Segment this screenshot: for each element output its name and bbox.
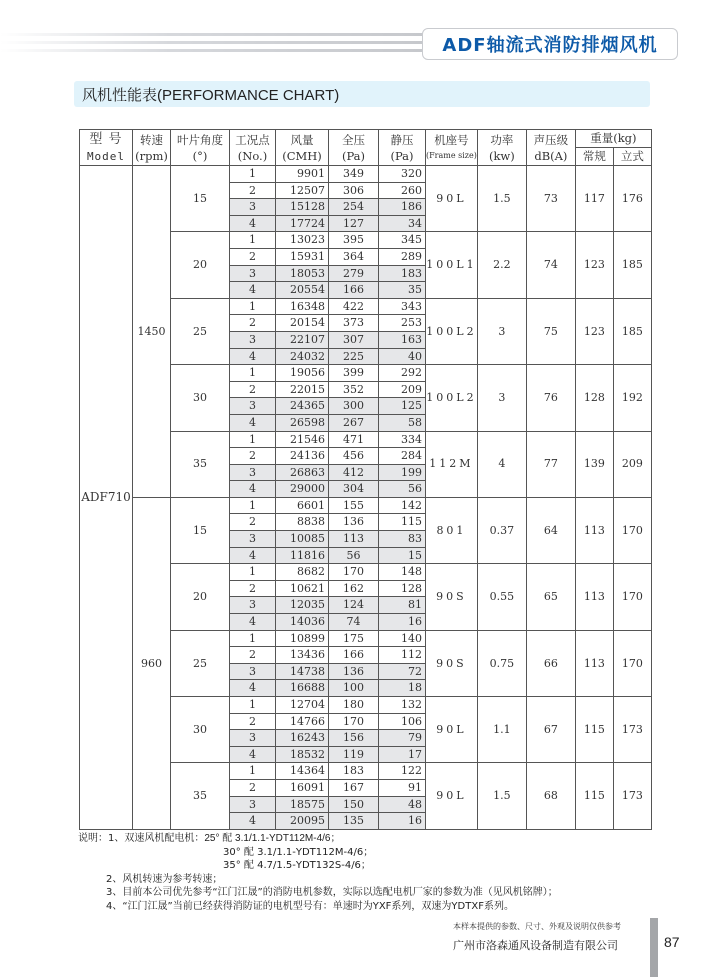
airflow-cell: 10085 [276, 531, 329, 548]
operating-point-cell: 4 [230, 746, 276, 763]
static-pressure-cell: 186 [379, 199, 426, 216]
airflow-cell: 8838 [276, 514, 329, 531]
static-pressure-cell: 183 [379, 265, 426, 282]
table-row [80, 166, 652, 183]
airflow-cell: 15128 [276, 199, 329, 216]
static-pressure-cell: 16 [379, 813, 426, 830]
blade-angle-cell: 30 [171, 697, 230, 763]
total-pressure-cell: 307 [329, 331, 379, 348]
weight-vertical-cell: 170 [613, 630, 651, 696]
static-pressure-cell: 260 [379, 182, 426, 199]
operating-point-cell: 1 [230, 365, 276, 382]
weight-vertical-cell: 170 [613, 564, 651, 630]
operating-point-cell: 1 [230, 298, 276, 315]
frame-size-cell: 90L [426, 697, 478, 763]
header-noise: 声压级 dB(A) [526, 130, 575, 166]
total-pressure-cell: 352 [329, 381, 379, 398]
airflow-cell: 9901 [276, 166, 329, 183]
operating-point-cell: 2 [230, 514, 276, 531]
airflow-cell: 26598 [276, 414, 329, 431]
operating-point-cell: 2 [230, 381, 276, 398]
total-pressure-cell: 74 [329, 614, 379, 631]
noise-cell: 73 [526, 166, 575, 232]
airflow-cell: 16348 [276, 298, 329, 315]
power-cell: 4 [477, 431, 526, 497]
weight-vertical-cell: 185 [613, 298, 651, 364]
operating-point-cell: 3 [230, 663, 276, 680]
noise-cell: 74 [526, 232, 575, 298]
airflow-cell: 12704 [276, 697, 329, 714]
frame-size-cell: 112M [426, 431, 478, 497]
total-pressure-cell: 395 [329, 232, 379, 249]
header-blade-angle: 叶片角度 (°) [171, 130, 230, 166]
total-pressure-cell: 304 [329, 481, 379, 498]
noise-cell: 68 [526, 763, 575, 829]
airflow-cell: 18053 [276, 265, 329, 282]
blade-angle-cell: 20 [171, 232, 230, 298]
operating-point-cell: 2 [230, 779, 276, 796]
total-pressure-cell: 156 [329, 730, 379, 747]
static-pressure-cell: 163 [379, 331, 426, 348]
blade-angle-cell: 20 [171, 564, 230, 630]
note-1-line-2: 30° 配 3.1/1.1-YDT112M-4/6； [223, 846, 374, 858]
static-pressure-cell: 334 [379, 431, 426, 448]
static-pressure-cell: 40 [379, 348, 426, 365]
header-power: 功率 (kw) [477, 130, 526, 166]
airflow-cell: 21546 [276, 431, 329, 448]
weight-vertical-cell: 173 [613, 697, 651, 763]
rpm-cell: 960 [133, 497, 171, 829]
weight-regular-cell: 128 [575, 365, 613, 431]
total-pressure-cell: 119 [329, 746, 379, 763]
noise-cell: 77 [526, 431, 575, 497]
blade-angle-cell: 30 [171, 365, 230, 431]
static-pressure-cell: 83 [379, 531, 426, 548]
airflow-cell: 6601 [276, 497, 329, 514]
total-pressure-cell: 127 [329, 215, 379, 232]
blade-angle-cell: 35 [171, 431, 230, 497]
operating-point-cell: 1 [230, 166, 276, 183]
power-cell: 1.5 [477, 763, 526, 829]
frame-size-cell: 100L2 [426, 298, 478, 364]
header-rpm: 转速 (rpm) [133, 130, 171, 166]
airflow-cell: 13023 [276, 232, 329, 249]
total-pressure-cell: 162 [329, 580, 379, 597]
static-pressure-cell: 284 [379, 448, 426, 465]
total-pressure-cell: 56 [329, 547, 379, 564]
blade-angle-cell: 15 [171, 166, 230, 232]
frame-size-cell: 90S [426, 564, 478, 630]
airflow-cell: 12035 [276, 597, 329, 614]
weight-vertical-cell: 176 [613, 166, 651, 232]
noise-cell: 67 [526, 697, 575, 763]
weight-regular-cell: 117 [575, 166, 613, 232]
static-pressure-cell: 209 [379, 381, 426, 398]
weight-vertical-cell: 173 [613, 763, 651, 829]
operating-point-cell: 3 [230, 398, 276, 415]
power-cell: 2.2 [477, 232, 526, 298]
total-pressure-cell: 254 [329, 199, 379, 216]
total-pressure-cell: 136 [329, 663, 379, 680]
total-pressure-cell: 422 [329, 298, 379, 315]
performance-table-body [80, 166, 652, 830]
power-cell: 3 [477, 365, 526, 431]
static-pressure-cell: 142 [379, 497, 426, 514]
airflow-cell: 16243 [276, 730, 329, 747]
weight-regular-cell: 123 [575, 298, 613, 364]
static-pressure-cell: 81 [379, 597, 426, 614]
total-pressure-cell: 183 [329, 763, 379, 780]
frame-size-cell: 90L [426, 166, 478, 232]
operating-point-cell: 3 [230, 796, 276, 813]
airflow-cell: 24365 [276, 398, 329, 415]
static-pressure-cell: 122 [379, 763, 426, 780]
operating-point-cell: 2 [230, 580, 276, 597]
operating-point-cell: 3 [230, 331, 276, 348]
note-1-line-1: 25° 配 3.1/1.1-YDT112M-4/6； [204, 833, 341, 844]
static-pressure-cell: 34 [379, 215, 426, 232]
noise-cell: 76 [526, 365, 575, 431]
header-weight-vertical: 立式 [613, 148, 651, 166]
static-pressure-cell: 79 [379, 730, 426, 747]
blade-angle-cell: 25 [171, 630, 230, 696]
total-pressure-cell: 364 [329, 248, 379, 265]
operating-point-cell: 2 [230, 448, 276, 465]
operating-point-cell: 3 [230, 531, 276, 548]
operating-point-cell: 3 [230, 597, 276, 614]
power-cell: 0.75 [477, 630, 526, 696]
header-static-pressure: 静压 (Pa) [379, 130, 426, 166]
operating-point-cell: 4 [230, 282, 276, 299]
total-pressure-cell: 155 [329, 497, 379, 514]
total-pressure-cell: 167 [329, 779, 379, 796]
operating-point-cell: 1 [230, 630, 276, 647]
power-cell: 0.55 [477, 564, 526, 630]
frame-size-cell: 801 [426, 497, 478, 563]
operating-point-cell: 2 [230, 647, 276, 664]
airflow-cell: 19056 [276, 365, 329, 382]
power-cell: 1.5 [477, 166, 526, 232]
total-pressure-cell: 170 [329, 713, 379, 730]
static-pressure-cell: 18 [379, 680, 426, 697]
note-4: 4、“江门江晟”当前已经获得消防证的电机型号有：单速时为YXF系列，双速为YDTXF系列。 [106, 900, 514, 912]
airflow-cell: 26863 [276, 464, 329, 481]
blade-angle-cell: 35 [171, 763, 230, 829]
static-pressure-cell: 343 [379, 298, 426, 315]
header-operating-point: 工况点 (No.) [230, 130, 276, 166]
note-1-line-3: 35° 配 4.7/1.5-YDT132S-4/6； [223, 860, 371, 871]
noise-cell: 66 [526, 630, 575, 696]
frame-size-cell: 100L2 [426, 365, 478, 431]
operating-point-cell: 4 [230, 414, 276, 431]
note-2: 2、风机转速为参考转速； [106, 873, 223, 885]
operating-point-cell: 2 [230, 182, 276, 199]
total-pressure-cell: 124 [329, 597, 379, 614]
power-cell: 1.1 [477, 697, 526, 763]
notes-section [78, 832, 678, 913]
header-weight: 重量(kg) [575, 130, 651, 148]
weight-vertical-cell: 209 [613, 431, 651, 497]
operating-point-cell: 2 [230, 713, 276, 730]
header-decoration-lines [0, 33, 425, 53]
weight-regular-cell: 115 [575, 763, 613, 829]
operating-point-cell: 2 [230, 315, 276, 332]
airflow-cell: 18575 [276, 796, 329, 813]
operating-point-cell: 4 [230, 813, 276, 830]
total-pressure-cell: 471 [329, 431, 379, 448]
operating-point-cell: 3 [230, 199, 276, 216]
header-airflow: 风量 (CMH) [276, 130, 329, 166]
airflow-cell: 20554 [276, 282, 329, 299]
static-pressure-cell: 292 [379, 365, 426, 382]
section-title: 风机性能表(PERFORMANCE CHART) [74, 81, 650, 107]
operating-point-cell: 4 [230, 547, 276, 564]
operating-point-cell: 1 [230, 564, 276, 581]
total-pressure-cell: 135 [329, 813, 379, 830]
operating-point-cell: 1 [230, 497, 276, 514]
page-number: 87 [664, 934, 680, 950]
total-pressure-cell: 279 [329, 265, 379, 282]
header-weight-regular: 常规 [575, 148, 613, 166]
static-pressure-cell: 48 [379, 796, 426, 813]
static-pressure-cell: 112 [379, 647, 426, 664]
static-pressure-cell: 106 [379, 713, 426, 730]
blade-angle-cell: 25 [171, 298, 230, 364]
airflow-cell: 14766 [276, 713, 329, 730]
operating-point-cell: 1 [230, 431, 276, 448]
airflow-cell: 14036 [276, 614, 329, 631]
weight-regular-cell: 113 [575, 564, 613, 630]
weight-regular-cell: 123 [575, 232, 613, 298]
table-row [80, 497, 652, 514]
airflow-cell: 24032 [276, 348, 329, 365]
operating-point-cell: 1 [230, 697, 276, 714]
noise-cell: 65 [526, 564, 575, 630]
operating-point-cell: 4 [230, 680, 276, 697]
operating-point-cell: 3 [230, 265, 276, 282]
operating-point-cell: 4 [230, 215, 276, 232]
note-3: 3、目前本公司优先参考“江门江晟”的消防电机参数，实际以选配电机厂家的参数为准（见风机铭牌）； [106, 887, 558, 898]
total-pressure-cell: 306 [329, 182, 379, 199]
footer-disclaimer: 本样本提供的参数、尺寸、外观及说明仅供参考 [453, 922, 621, 931]
airflow-cell: 24136 [276, 448, 329, 465]
airflow-cell: 16688 [276, 680, 329, 697]
rpm-cell: 1450 [133, 166, 171, 498]
operating-point-cell: 2 [230, 248, 276, 265]
model-cell: ADF710 [80, 166, 133, 830]
airflow-cell: 14364 [276, 763, 329, 780]
power-cell: 0.37 [477, 497, 526, 563]
static-pressure-cell: 56 [379, 481, 426, 498]
static-pressure-cell: 15 [379, 547, 426, 564]
page-title: ADF轴流式消防排烟风机 [422, 28, 678, 60]
total-pressure-cell: 349 [329, 166, 379, 183]
total-pressure-cell: 412 [329, 464, 379, 481]
airflow-cell: 11816 [276, 547, 329, 564]
weight-vertical-cell: 185 [613, 232, 651, 298]
static-pressure-cell: 91 [379, 779, 426, 796]
weight-regular-cell: 113 [575, 630, 613, 696]
static-pressure-cell: 58 [379, 414, 426, 431]
static-pressure-cell: 72 [379, 663, 426, 680]
operating-point-cell: 4 [230, 481, 276, 498]
performance-table [79, 129, 652, 830]
static-pressure-cell: 289 [379, 248, 426, 265]
airflow-cell: 15931 [276, 248, 329, 265]
footer-company: 广州市洛森通风设备制造有限公司 [453, 939, 618, 952]
header-model: 型 号 Model [80, 130, 133, 166]
airflow-cell: 8682 [276, 564, 329, 581]
operating-point-cell: 1 [230, 763, 276, 780]
airflow-cell: 10621 [276, 580, 329, 597]
note-1-prefix: 1、双速风机配电机： [108, 833, 205, 844]
header-frame-size: 机座号 (Frame size) [426, 130, 478, 166]
static-pressure-cell: 16 [379, 614, 426, 631]
airflow-cell: 14738 [276, 663, 329, 680]
total-pressure-cell: 136 [329, 514, 379, 531]
total-pressure-cell: 225 [329, 348, 379, 365]
static-pressure-cell: 35 [379, 282, 426, 299]
total-pressure-cell: 166 [329, 647, 379, 664]
total-pressure-cell: 180 [329, 697, 379, 714]
operating-point-cell: 1 [230, 232, 276, 249]
noise-cell: 64 [526, 497, 575, 563]
total-pressure-cell: 456 [329, 448, 379, 465]
static-pressure-cell: 320 [379, 166, 426, 183]
operating-point-cell: 3 [230, 464, 276, 481]
airflow-cell: 17724 [276, 215, 329, 232]
header-total-pressure: 全压 (Pa) [329, 130, 379, 166]
page-number-bar [650, 918, 658, 977]
airflow-cell: 20095 [276, 813, 329, 830]
static-pressure-cell: 253 [379, 315, 426, 332]
static-pressure-cell: 132 [379, 697, 426, 714]
static-pressure-cell: 345 [379, 232, 426, 249]
total-pressure-cell: 300 [329, 398, 379, 415]
operating-point-cell: 4 [230, 614, 276, 631]
airflow-cell: 10899 [276, 630, 329, 647]
frame-size-cell: 100L1 [426, 232, 478, 298]
airflow-cell: 18532 [276, 746, 329, 763]
frame-size-cell: 90L [426, 763, 478, 829]
airflow-cell: 22107 [276, 331, 329, 348]
frame-size-cell: 90S [426, 630, 478, 696]
total-pressure-cell: 150 [329, 796, 379, 813]
airflow-cell: 13436 [276, 647, 329, 664]
blade-angle-cell: 15 [171, 497, 230, 563]
airflow-cell: 22015 [276, 381, 329, 398]
total-pressure-cell: 170 [329, 564, 379, 581]
weight-vertical-cell: 170 [613, 497, 651, 563]
static-pressure-cell: 125 [379, 398, 426, 415]
airflow-cell: 16091 [276, 779, 329, 796]
static-pressure-cell: 148 [379, 564, 426, 581]
total-pressure-cell: 113 [329, 531, 379, 548]
static-pressure-cell: 17 [379, 746, 426, 763]
total-pressure-cell: 399 [329, 365, 379, 382]
total-pressure-cell: 100 [329, 680, 379, 697]
total-pressure-cell: 175 [329, 630, 379, 647]
total-pressure-cell: 373 [329, 315, 379, 332]
noise-cell: 75 [526, 298, 575, 364]
airflow-cell: 29000 [276, 481, 329, 498]
airflow-cell: 20154 [276, 315, 329, 332]
weight-regular-cell: 139 [575, 431, 613, 497]
operating-point-cell: 3 [230, 730, 276, 747]
static-pressure-cell: 140 [379, 630, 426, 647]
weight-vertical-cell: 192 [613, 365, 651, 431]
operating-point-cell: 4 [230, 348, 276, 365]
total-pressure-cell: 166 [329, 282, 379, 299]
static-pressure-cell: 115 [379, 514, 426, 531]
weight-regular-cell: 115 [575, 697, 613, 763]
power-cell: 3 [477, 298, 526, 364]
notes-label: 说明： [78, 833, 108, 844]
static-pressure-cell: 199 [379, 464, 426, 481]
static-pressure-cell: 128 [379, 580, 426, 597]
weight-regular-cell: 113 [575, 497, 613, 563]
airflow-cell: 12507 [276, 182, 329, 199]
total-pressure-cell: 267 [329, 414, 379, 431]
